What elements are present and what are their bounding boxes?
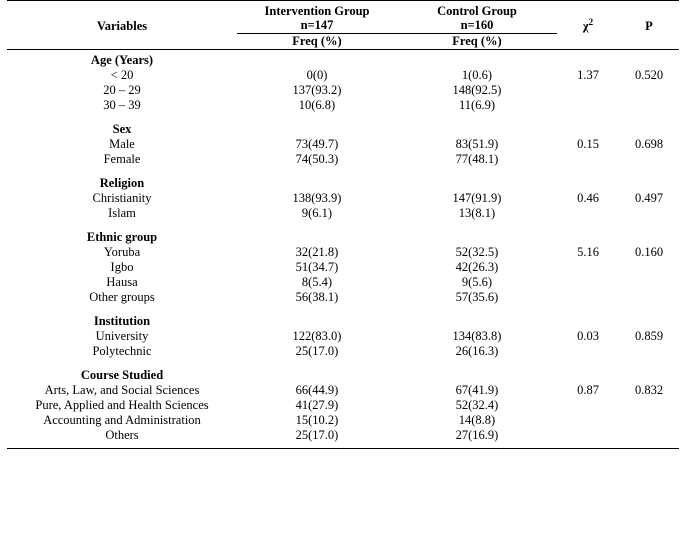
- value-p: 0.520: [634, 67, 664, 82]
- row-spacer: [7, 359, 679, 368]
- table-bottom-rule: [7, 448, 679, 452]
- header-row-group: [7, 4, 679, 33]
- value-intervention: 56(38.1): [295, 289, 339, 304]
- section-label-ethnic-group: Ethnic group: [86, 229, 158, 244]
- row-label: Christianity: [92, 190, 152, 205]
- table-row: [7, 206, 679, 221]
- row-label: 30 – 39: [103, 97, 141, 112]
- column-header-intervention-group: [237, 4, 397, 33]
- value-p: 0.160: [634, 244, 664, 259]
- column-subheader-freq-control: Freq (%): [397, 33, 557, 49]
- section-label-institution: Institution: [93, 313, 151, 328]
- value-control: 9(5.6): [461, 274, 493, 289]
- table-row: [7, 275, 679, 290]
- value-p: 0.698: [634, 136, 664, 151]
- value-chi-square: 1.37: [577, 67, 599, 82]
- row-label: Accounting and Administration: [43, 412, 201, 427]
- table-row: [7, 191, 679, 206]
- row-spacer: [7, 113, 679, 122]
- value-control: 52(32.4): [455, 397, 499, 412]
- row-label: Islam: [108, 205, 136, 220]
- section-label-religion: Religion: [99, 175, 145, 190]
- row-label: Other groups: [89, 289, 155, 304]
- table-row: [7, 98, 679, 113]
- table-row: [7, 413, 679, 428]
- value-intervention: 32(21.8): [295, 244, 339, 259]
- value-control: 83(51.9): [455, 136, 499, 151]
- value-p: 0.497: [634, 190, 664, 205]
- value-intervention: 73(49.7): [295, 136, 339, 151]
- intervention-group-n: n=147: [300, 18, 334, 33]
- chi-exponent: 2: [588, 17, 594, 28]
- section-header-row: [7, 314, 679, 329]
- value-control: 14(8.8): [458, 412, 496, 427]
- row-label: Hausa: [106, 274, 138, 289]
- value-intervention: 10(6.8): [298, 97, 336, 112]
- row-label: Polytechnic: [92, 343, 152, 358]
- section-header-row: [7, 230, 679, 245]
- demographics-table: [7, 0, 679, 452]
- value-intervention: 15(10.2): [295, 412, 339, 427]
- row-label: University: [95, 328, 149, 343]
- section-label-sex: Sex: [112, 121, 132, 136]
- value-control: 77(48.1): [455, 151, 499, 166]
- value-intervention: 74(50.3): [295, 151, 339, 166]
- table-row: [7, 260, 679, 275]
- table-row: [7, 245, 679, 260]
- row-label: 20 – 29: [103, 82, 141, 97]
- row-label: Pure, Applied and Health Sciences: [35, 398, 209, 413]
- column-header-variables: Variables: [96, 18, 148, 33]
- value-chi-square: 5.16: [577, 244, 599, 259]
- section-header-row: [7, 368, 679, 383]
- value-intervention: 66(44.9): [295, 382, 339, 397]
- chi-symbol: χ: [582, 19, 589, 34]
- intervention-group-title: Intervention Group: [264, 4, 370, 18]
- value-chi-square: 0.46: [577, 190, 599, 205]
- value-control: 67(41.9): [455, 382, 499, 397]
- section-label-course-studied: Course Studied: [80, 367, 164, 382]
- control-group-title: Control Group: [437, 4, 517, 18]
- value-control: 1(0.6): [461, 67, 493, 82]
- row-label: Yoruba: [103, 244, 141, 259]
- column-header-p-value: P: [645, 18, 653, 33]
- value-control: 11(6.9): [459, 97, 495, 112]
- section-label-age: Age (Years): [90, 52, 154, 67]
- section-header-row: [7, 122, 679, 137]
- column-subheader-freq-intervention: Freq (%): [237, 33, 397, 49]
- row-label: Igbo: [110, 259, 134, 274]
- table-row: [7, 152, 679, 167]
- value-control: 42(26.3): [455, 259, 499, 274]
- control-group-n: n=160: [460, 18, 494, 33]
- value-intervention: 122(83.0): [292, 328, 342, 343]
- value-intervention: 25(17.0): [295, 343, 339, 358]
- value-chi-square: 0.87: [577, 382, 599, 397]
- value-chi-square: 0.15: [577, 136, 599, 151]
- table-row: [7, 428, 679, 443]
- table-row: [7, 137, 679, 152]
- value-p: 0.859: [634, 328, 664, 343]
- value-intervention: 137(93.2): [292, 82, 342, 97]
- table-row: [7, 398, 679, 413]
- value-control: 148(92.5): [452, 82, 502, 97]
- value-control: 13(8.1): [458, 205, 496, 220]
- value-control: 57(35.6): [455, 289, 499, 304]
- row-label: Female: [103, 151, 141, 166]
- value-intervention: 0(0): [306, 67, 328, 82]
- table-row: [7, 344, 679, 359]
- value-intervention: 41(27.9): [295, 397, 339, 412]
- row-label: Male: [109, 136, 135, 151]
- row-spacer: [7, 305, 679, 314]
- table-row: [7, 68, 679, 83]
- row-label: < 20: [110, 67, 134, 82]
- table-row: [7, 329, 679, 344]
- value-control: 27(16.9): [455, 427, 499, 442]
- value-intervention: 25(17.0): [295, 427, 339, 442]
- table-row: [7, 290, 679, 305]
- column-header-chi-square: [557, 4, 619, 49]
- value-control: 134(83.8): [452, 328, 502, 343]
- row-spacer: [7, 221, 679, 230]
- value-intervention: 8(5.4): [301, 274, 333, 289]
- value-p: 0.832: [634, 382, 664, 397]
- row-label: Arts, Law, and Social Sciences: [44, 382, 200, 397]
- value-control: 26(16.3): [455, 343, 499, 358]
- value-intervention: 9(6.1): [301, 205, 333, 220]
- section-header-row: [7, 53, 679, 68]
- row-label: Others: [105, 427, 139, 442]
- table-row: [7, 383, 679, 398]
- value-intervention: 138(93.9): [292, 190, 342, 205]
- value-intervention: 51(34.7): [295, 259, 339, 274]
- value-control: 52(32.5): [455, 244, 499, 259]
- table-row: [7, 83, 679, 98]
- column-header-control-group: [397, 4, 557, 33]
- row-spacer: [7, 167, 679, 176]
- section-header-row: [7, 176, 679, 191]
- value-control: 147(91.9): [452, 190, 502, 205]
- value-chi-square: 0.03: [577, 328, 599, 343]
